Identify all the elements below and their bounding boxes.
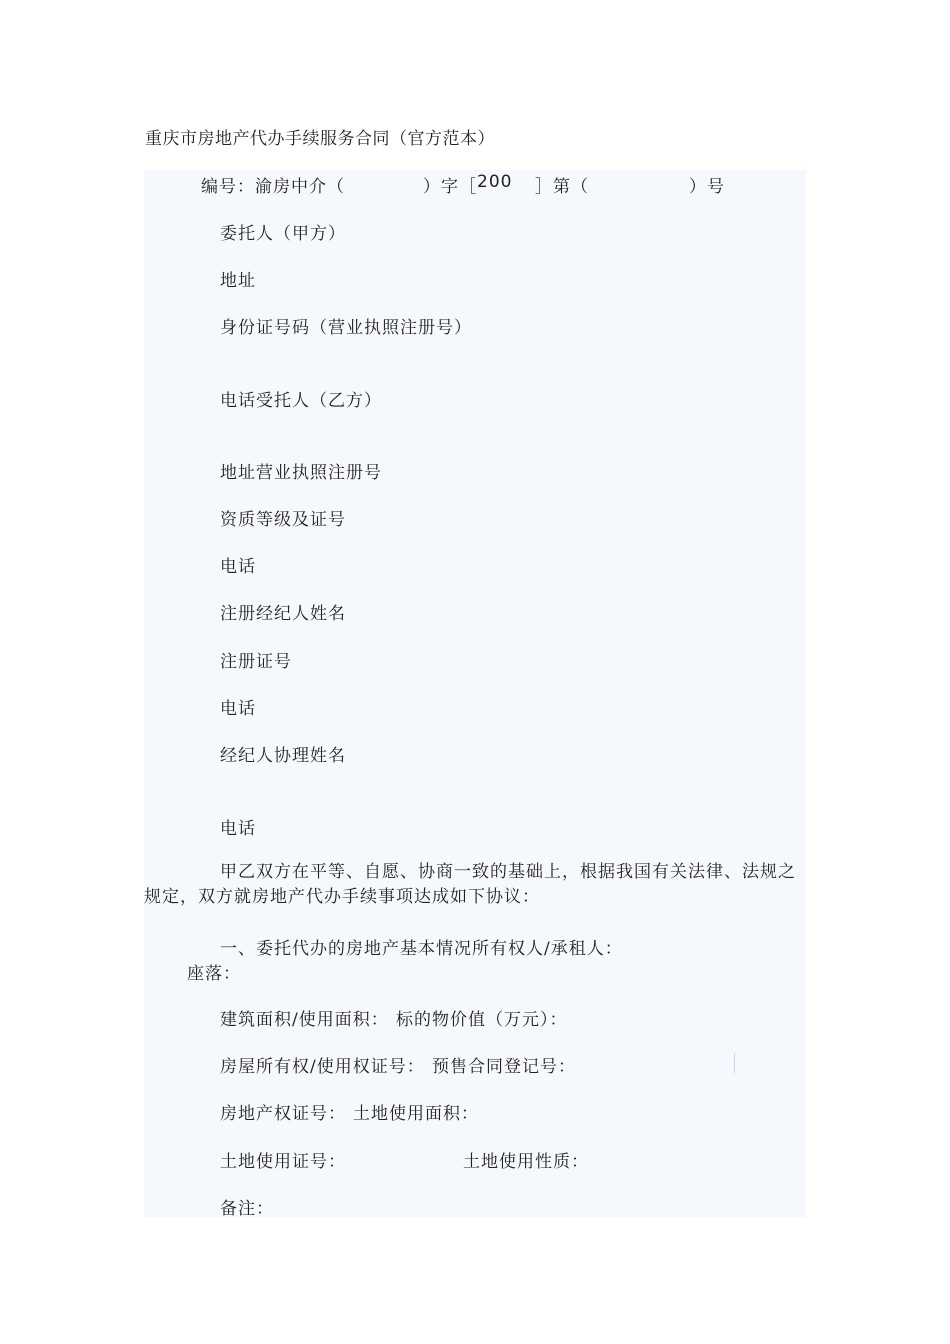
intro-line-1: 甲乙双方在平等、自愿、协商一致的基础上，根据我国有关法律、法规之 [220, 862, 796, 882]
field-address-license: 地址营业执照注册号 [220, 463, 382, 483]
field-assistant-name: 经纪人协理姓名 [220, 746, 346, 766]
document-title: 重庆市房地产代办手续服务合同（官方范本） [145, 129, 495, 149]
field-phone-2: 电话 [220, 699, 256, 719]
field-phone-agent: 电话受托人（乙方） [220, 391, 382, 411]
field-land-cert: 土地使用证号： [220, 1152, 346, 1172]
field-location: 座落： [187, 964, 241, 984]
field-phone-1: 电话 [220, 557, 256, 577]
field-registration-cert: 注册证号 [220, 652, 292, 672]
contract-number-year: 200 [477, 172, 513, 192]
contract-number-suffix: ）号 [689, 177, 725, 197]
field-qualification: 资质等级及证号 [220, 510, 346, 530]
field-remarks: 备注： [220, 1199, 274, 1219]
contract-number-mid2: ］第（ [535, 177, 589, 197]
field-land-nature: 土地使用性质： [463, 1152, 589, 1172]
field-broker-name: 注册经纪人姓名 [220, 604, 346, 624]
contract-number-mid1: ）字［ [423, 177, 477, 197]
field-ownership-cert: 房屋所有权/使用权证号： [220, 1057, 425, 1077]
intro-line-2: 规定，双方就房地产代办手续事项达成如下协议： [144, 887, 540, 907]
field-id-number: 身份证号码（营业执照注册号） [220, 318, 472, 338]
field-land-area: 土地使用面积： [353, 1104, 479, 1124]
field-phone-3: 电话 [220, 819, 256, 839]
field-client: 委托人（甲方） [220, 224, 346, 244]
intro-paragraph [144, 860, 806, 910]
section-1-heading: 一、委托代办的房地产基本情况所有权人/承租人： [220, 939, 623, 959]
field-property-cert: 房地产权证号： [220, 1104, 346, 1124]
text-cursor-mark [734, 1053, 735, 1073]
field-building-area: 建筑面积/使用面积： [220, 1010, 389, 1030]
field-property-value: 标的物价值（万元）： [396, 1010, 568, 1030]
field-presale-registration: 预售合同登记号： [432, 1057, 576, 1077]
field-address: 地址 [220, 271, 256, 291]
contract-number-prefix: 编号：渝房中介（ [201, 177, 345, 197]
